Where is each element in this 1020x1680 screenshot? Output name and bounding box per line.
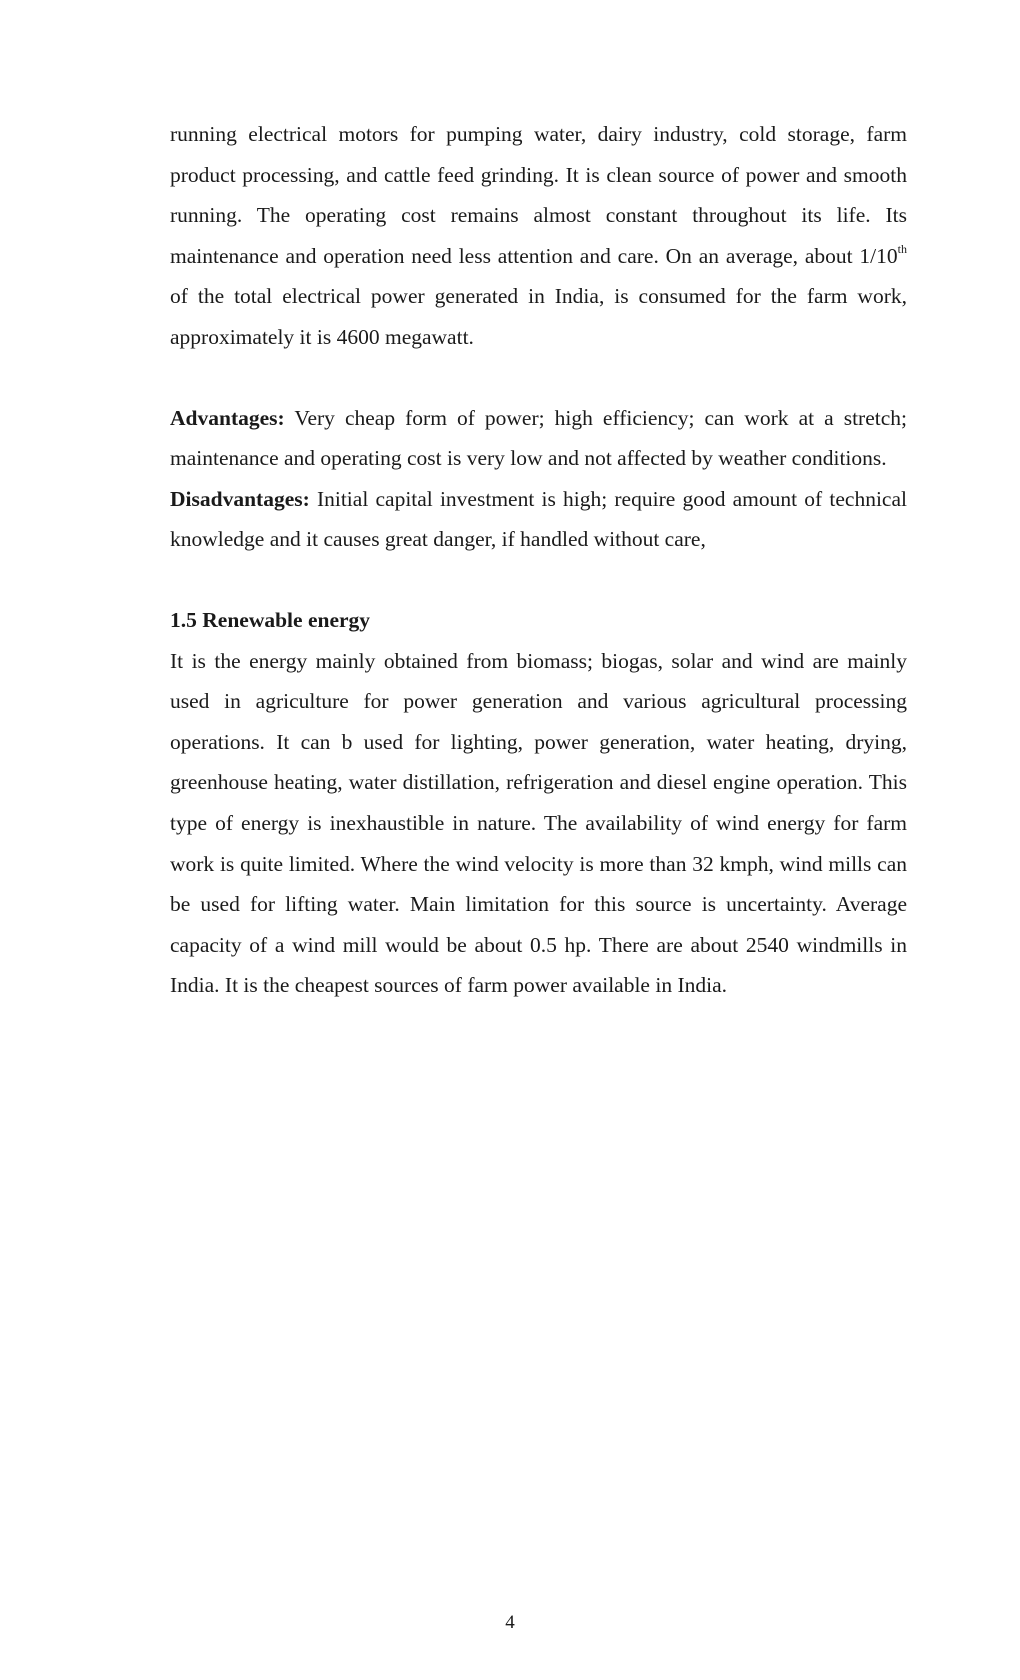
- section-spacer: [170, 560, 907, 600]
- advantages-text: Very cheap form of power; high efficiency; can work at a stretch; maintenance and operating cost is very low and not affected by weather conditions.: [170, 405, 907, 471]
- page-number: 4: [505, 1612, 515, 1633]
- advantages-paragraph: [170, 398, 907, 479]
- advantages-label: Advantages:: [170, 405, 285, 430]
- paragraph-spacer: [170, 358, 907, 398]
- disadvantages-label: Disadvantages:: [170, 486, 310, 511]
- intro-text-part-2: of the total electrical power generated in India, is consumed for the farm work, approximately it is 4600 megawatt.: [170, 284, 907, 349]
- renewable-energy-paragraph: It is the energy mainly obtained from biomass; biogas, solar and wind are mainly used in agriculture for power generation and various agricultural processing operations. It can b used for lighting, power generation, water heating, drying, greenhouse heating, water distillation, refrigeration and diesel engine operation. This type of energy is inexhaustible in nature. The availability of wind energy for farm work is quite limited. Where the wind velocity is more than 32 kmph, wind mills can be used for lifting water. Main limitation for this source is uncertainty. Average capacity of a wind mill would be about 0.5 hp. There are about 2540 windmills in India. It is the cheapest sources of farm power available in India.: [170, 648, 907, 998]
- section-heading: 1.5 Renewable energy: [170, 607, 371, 632]
- ordinal-superscript: th: [897, 241, 907, 256]
- intro-paragraph: [170, 114, 907, 358]
- disadvantages-text: Initial capital investment is high; require good amount of technical knowledge and it causes great danger, if handled without care,: [170, 486, 907, 552]
- document-page: [170, 114, 907, 1006]
- intro-text-part-1: running electrical motors for pumping water, dairy industry, cold storage, farm product processing, and cattle feed grinding. It is clean source of power and smooth running. The operating cost remains almost constant throughout its life. Its maintenance and operation need less attention and care. On an average, about 1/10: [170, 122, 907, 268]
- disadvantages-paragraph: [170, 479, 907, 560]
